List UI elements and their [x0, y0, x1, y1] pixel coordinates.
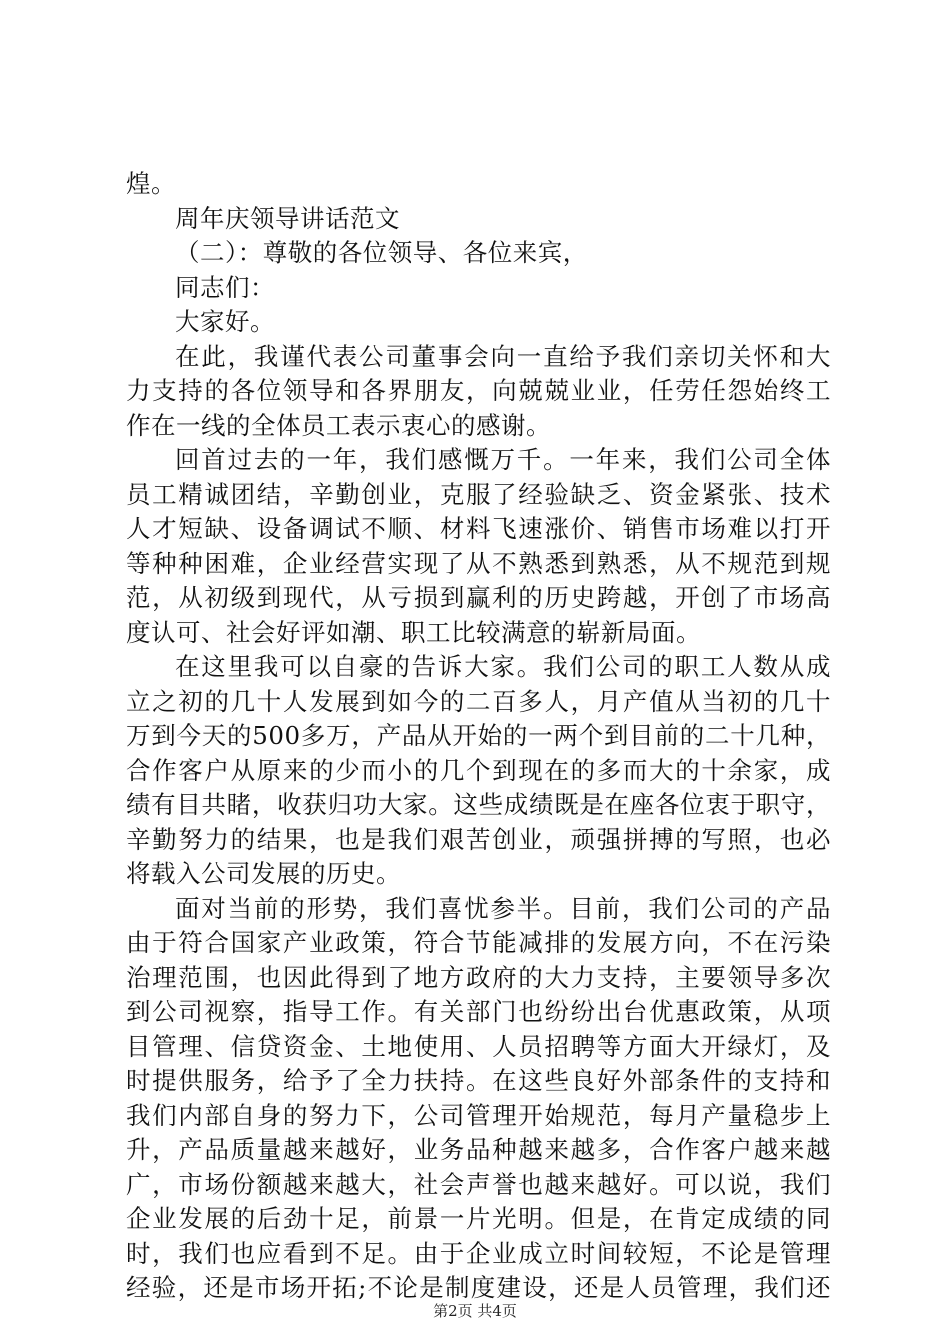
- text-line: 时提供服务，给予了全力扶持。在这些良好外部条件的支持和: [126, 1066, 831, 1095]
- text-line: 大家好。: [175, 307, 275, 336]
- text-line: 广，市场份额越来越大，社会声誉也越来越好。可以说，我们: [126, 1169, 831, 1199]
- text-line: 在此，我谨代表公司董事会向一直给予我们亲切关怀和大: [175, 341, 831, 371]
- text-line: 治理范围，也因此得到了地方政府的大力支持，主要领导多次: [126, 962, 831, 992]
- text-line: 我们内部自身的努力下，公司管理开始规范，每月产量稳步上: [126, 1100, 831, 1130]
- text-line: 同志们：: [175, 272, 275, 302]
- text-line: 力支持的各位领导和各界朋友，向兢兢业业，任劳任怨始终工: [126, 376, 831, 405]
- text-line: 到公司视察，指导工作。有关部门也纷纷出台优惠政策，从项: [126, 997, 831, 1026]
- text-line: 等种种困难，企业经营实现了从不熟悉到熟悉，从不规范到规: [126, 548, 831, 578]
- text-line: 人才短缺、设备调试不顺、材料飞速涨价、销售市场难以打开: [126, 514, 831, 543]
- text-line: 在这里我可以自豪的告诉大家。我们公司的职工人数从成: [175, 652, 831, 681]
- text-line: 将载入公司发展的历史。: [126, 859, 401, 888]
- text-line: 由于符合国家产业政策，符合节能减排的发展方向，不在污染: [126, 928, 831, 957]
- text-line: 度认可、社会好评如潮、职工比较满意的崭新局面。: [126, 617, 701, 647]
- text-line: 立之初的几十人发展到如今的二百多人，月产值从当初的几十: [126, 686, 831, 716]
- text-line: 万到今天的500多万，产品从开始的一两个到目前的二十几种，: [126, 721, 831, 750]
- page-footer: 第2页 共4页: [433, 1302, 517, 1320]
- text-line: 目管理、信贷资金、土地使用、人员招聘等方面大开绿灯，及: [126, 1031, 831, 1061]
- text-line: 作在一线的全体员工表示衷心的感谢。: [126, 410, 551, 440]
- text-line: 合作客户从原来的少而小的几个到现在的多而大的十余家，成: [126, 755, 831, 785]
- text-line: 煌。: [126, 169, 176, 198]
- text-line: 时，我们也应看到不足。由于企业成立时间较短，不论是管理: [126, 1238, 831, 1268]
- text-line: 周年庆领导讲话范文: [175, 203, 400, 233]
- text-line: 企业发展的后劲十足，前景一片光明。但是，在肯定成绩的同: [126, 1204, 831, 1233]
- text-line: 面对当前的形势，我们喜忧参半。目前，我们公司的产品: [175, 893, 831, 923]
- text-line: 回首过去的一年，我们感慨万千。一年来，我们公司全体: [175, 445, 831, 474]
- text-line: 升，产品质量越来越好，业务品种越来越多，合作客户越来越: [126, 1135, 831, 1164]
- text-line: 辛勤努力的结果，也是我们艰苦创业，顽强拼搏的写照，也必: [126, 824, 831, 854]
- document-body: [126, 167, 831, 1306]
- text-line: 范，从初级到现代，从亏损到赢利的历史跨越，开创了市场高: [126, 583, 831, 612]
- text-line: 经验，还是市场开拓;不论是制度建设，还是人员管理，我们还: [126, 1273, 831, 1302]
- text-line: 员工精诚团结，辛勤创业，克服了经验缺乏、资金紧张、技术: [126, 479, 831, 509]
- text-line: （二）：尊敬的各位领导、各位来宾，: [175, 238, 588, 267]
- text-line: 绩有目共睹，收获归功大家。这些成绩既是在座各位衷于职守，: [126, 790, 831, 819]
